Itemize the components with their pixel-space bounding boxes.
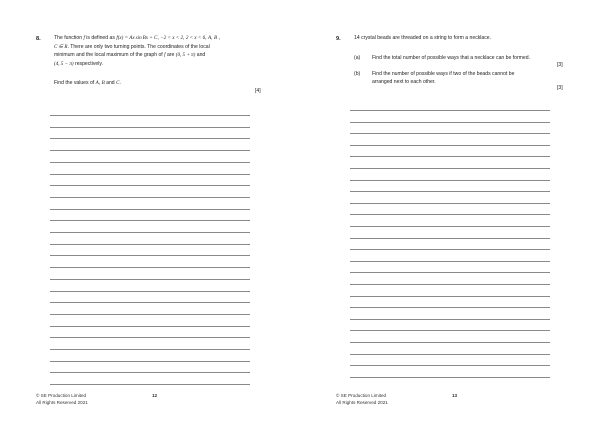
answer-lines[interactable] xyxy=(50,115,250,390)
answer-line[interactable] xyxy=(50,314,250,315)
answer-line[interactable] xyxy=(50,185,250,186)
question-8-text xyxy=(54,34,276,68)
math-expression: (0, 5 + π) xyxy=(175,52,196,59)
part-a-label: (a) xyxy=(354,55,361,61)
text-segment: and xyxy=(195,52,206,59)
answer-line[interactable] xyxy=(50,115,250,116)
answer-line[interactable] xyxy=(350,122,550,123)
math-expression: A xyxy=(95,80,99,86)
answer-line[interactable] xyxy=(50,162,250,163)
question-9-stem: 14 crystal beads are threaded on a string to form a necklace. xyxy=(354,35,492,41)
question-number: 9. xyxy=(336,36,341,42)
part-text-line: arranged next to each other. xyxy=(372,79,436,86)
answer-line[interactable] xyxy=(350,342,550,343)
answer-line[interactable] xyxy=(350,296,550,297)
answer-line[interactable] xyxy=(350,214,550,215)
answer-line[interactable] xyxy=(50,244,250,245)
part-b-text xyxy=(372,70,562,86)
text-segment: . There are only two turning points. The coordinates of the local xyxy=(67,43,210,50)
part-text-line: Find the total number of possible ways that a necklace can be formed. xyxy=(372,55,530,61)
answer-line[interactable] xyxy=(350,191,550,192)
text-segment: is defined as xyxy=(84,35,117,41)
page-number: 13 xyxy=(452,393,458,398)
answer-line[interactable] xyxy=(350,156,550,157)
answer-line[interactable] xyxy=(50,361,250,362)
math-expression: A xyxy=(208,35,212,41)
math-expression: B xyxy=(101,80,105,86)
answer-line[interactable] xyxy=(50,279,250,280)
answer-line[interactable] xyxy=(50,267,250,268)
answer-line[interactable] xyxy=(350,249,550,250)
answer-line[interactable] xyxy=(350,365,550,366)
answer-line[interactable] xyxy=(350,261,550,262)
math-expression: C xyxy=(116,80,120,86)
answer-line[interactable] xyxy=(50,349,250,350)
part-text-line: Find the number of possible ways if two of the beads cannot be xyxy=(372,71,515,77)
answer-line[interactable] xyxy=(50,255,250,256)
text-segment: , xyxy=(211,35,214,41)
question-text-line xyxy=(54,43,276,52)
part-b-marks: [3] xyxy=(557,85,563,91)
answer-line[interactable] xyxy=(50,302,250,303)
math-expression: f xyxy=(83,35,85,41)
page-number: 12 xyxy=(152,393,158,398)
answer-line[interactable] xyxy=(50,337,250,338)
text-segment: are xyxy=(165,52,176,59)
marks: [4] xyxy=(255,88,261,94)
answer-line[interactable] xyxy=(350,284,550,285)
copyright-text: © SE Production Limited xyxy=(36,393,87,398)
text-segment: minimum and the local maximum of the graph of xyxy=(54,52,165,59)
text-segment: respectively. xyxy=(73,60,103,67)
question-number: 8. xyxy=(36,36,41,42)
text-segment: , xyxy=(205,35,209,41)
answer-line[interactable] xyxy=(350,110,550,111)
text-segment: , xyxy=(98,80,102,86)
answer-line[interactable] xyxy=(50,138,250,139)
answer-line[interactable] xyxy=(350,203,550,204)
copyright-text: © SE Production Limited xyxy=(336,393,387,398)
text-segment: , xyxy=(217,35,220,41)
answer-line[interactable] xyxy=(350,377,550,378)
answer-line[interactable] xyxy=(50,326,250,327)
part-a-marks: [3] xyxy=(557,62,563,68)
part-a-text xyxy=(372,54,572,62)
answer-line[interactable] xyxy=(50,384,250,385)
answer-line[interactable] xyxy=(50,150,250,151)
text-segment: , xyxy=(183,35,186,41)
answer-line[interactable] xyxy=(350,145,550,146)
copyright-footer xyxy=(336,393,388,407)
math-expression: −2 < x < 2 xyxy=(160,35,183,41)
answer-line[interactable] xyxy=(50,220,250,221)
math-expression: (4, 5 − π) xyxy=(54,60,74,67)
math-expression: f(x) = Ax sin Bx + C xyxy=(116,35,158,41)
answer-line[interactable] xyxy=(350,307,550,308)
question-text-line xyxy=(54,51,276,60)
answer-line[interactable] xyxy=(50,232,250,233)
answer-line[interactable] xyxy=(50,197,250,198)
answer-line[interactable] xyxy=(350,272,550,273)
page-13 xyxy=(300,0,600,424)
part-b-label: (b) xyxy=(354,71,361,77)
rights-text: All Rights Reserved 2021 xyxy=(36,399,88,405)
answer-line[interactable] xyxy=(350,133,550,134)
question-8-instruction xyxy=(54,79,121,88)
text-segment: Find the values of xyxy=(54,80,96,86)
math-expression: 2 < x < 6 xyxy=(185,35,206,41)
answer-line[interactable] xyxy=(50,174,250,175)
rights-text: All Rights Reserved 2021 xyxy=(336,399,388,405)
answer-line[interactable] xyxy=(50,209,250,210)
answer-line[interactable] xyxy=(350,354,550,355)
answer-lines[interactable] xyxy=(350,110,550,380)
question-text-line xyxy=(54,60,276,69)
answer-line[interactable] xyxy=(350,319,550,320)
text-segment: . xyxy=(119,80,121,86)
answer-line[interactable] xyxy=(350,330,550,331)
text-segment: and xyxy=(104,80,117,86)
text-segment: , xyxy=(157,35,161,41)
answer-line[interactable] xyxy=(50,372,250,373)
answer-line[interactable] xyxy=(350,226,550,227)
answer-line[interactable] xyxy=(350,180,550,181)
math-expression: f xyxy=(164,52,166,59)
answer-line[interactable] xyxy=(50,127,250,128)
answer-line[interactable] xyxy=(50,291,250,292)
answer-line[interactable] xyxy=(350,168,550,169)
question-text-line xyxy=(54,34,276,43)
copyright-footer xyxy=(36,393,88,407)
question-text-line xyxy=(54,79,121,88)
math-expression: C ∈ R xyxy=(54,43,68,50)
text-segment: The function xyxy=(54,35,84,41)
math-expression: B xyxy=(213,35,218,41)
answer-line[interactable] xyxy=(350,238,550,239)
